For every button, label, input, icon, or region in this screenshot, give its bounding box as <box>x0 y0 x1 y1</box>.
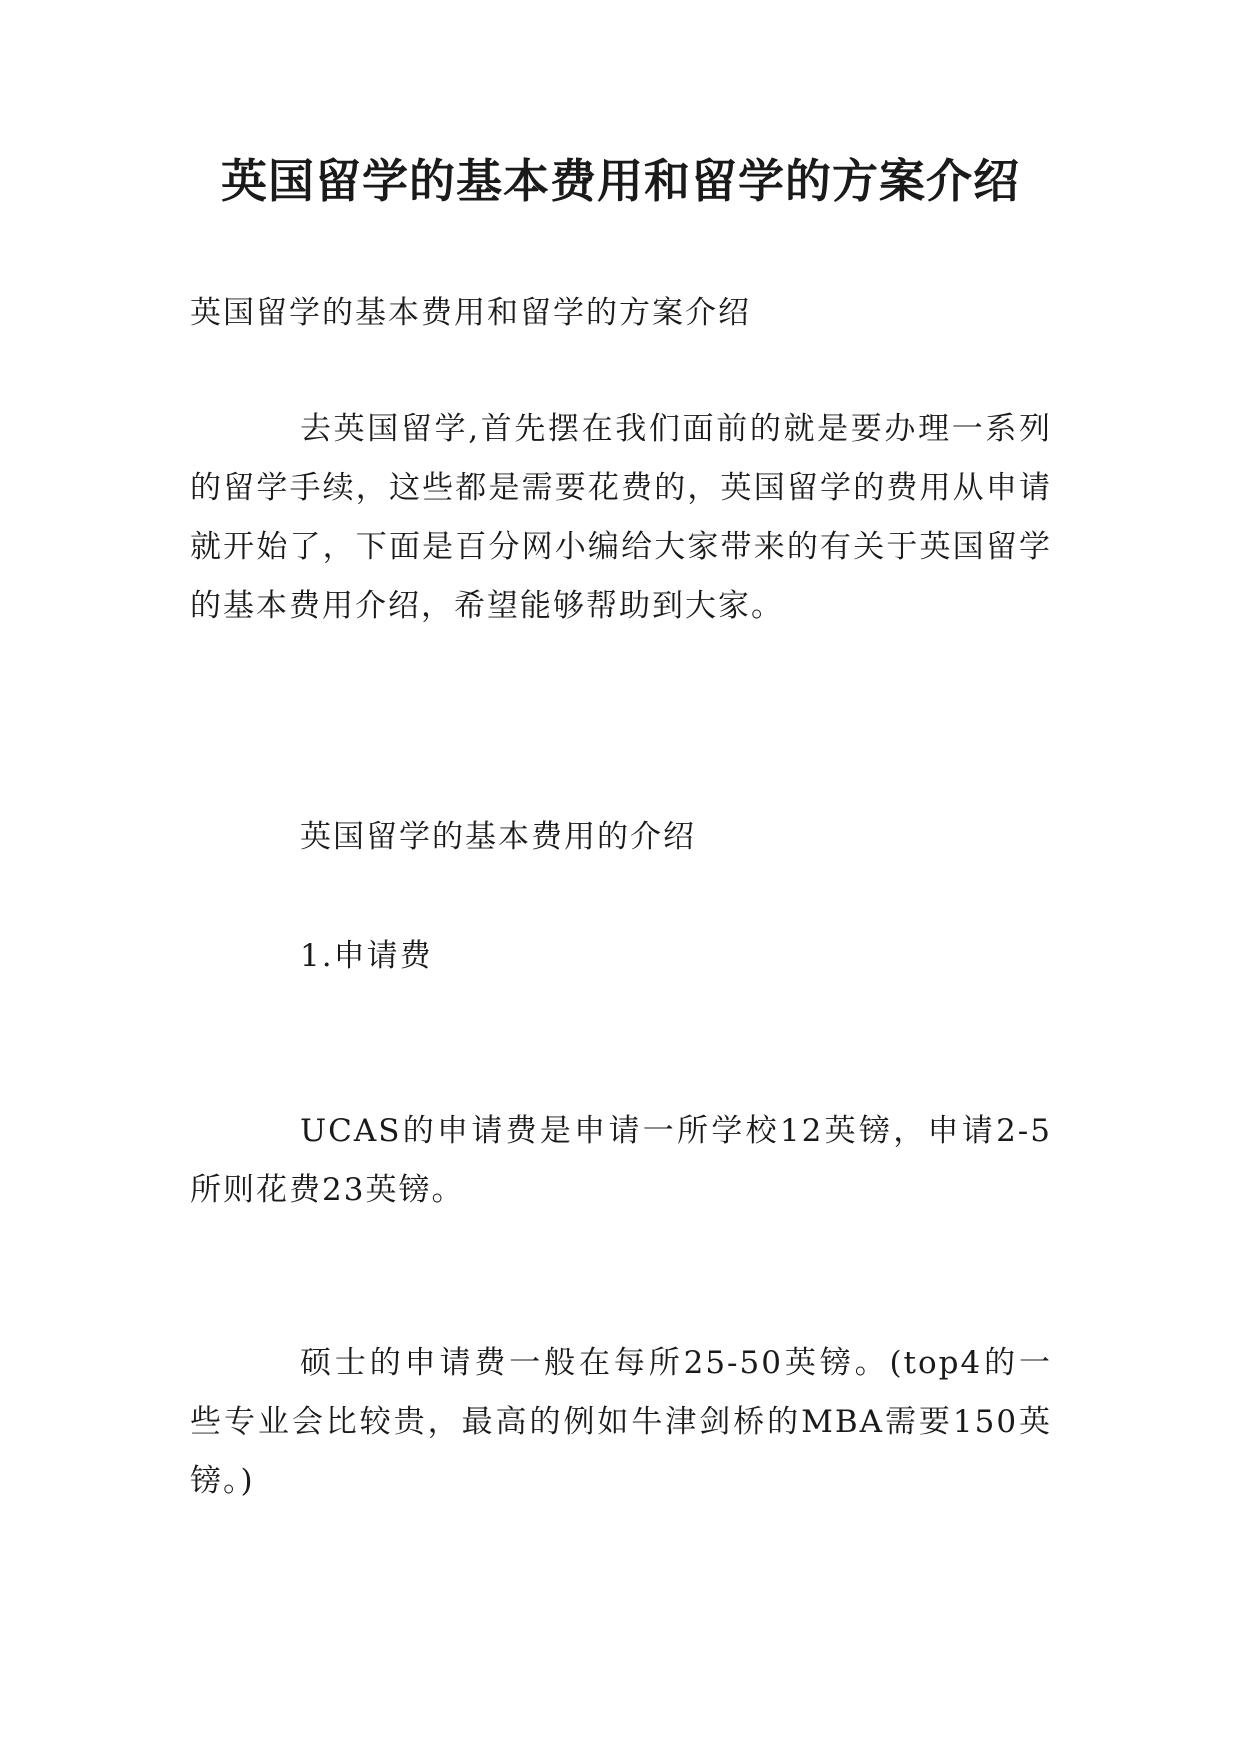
ucas-fee-paragraph: UCAS的申请费是申请一所学校12英镑，申请2-5所则花费23英镑。 <box>190 1113 1052 1208</box>
master-fee-paragraph: 硕士的申请费一般在每所25-50英镑。(top4的一些专业会比较贵，最高的例如牛津剑桥的MBA需要150英镑。) <box>190 1345 1052 1499</box>
item-heading-application-fee: 1.申请费 <box>300 938 433 974</box>
document-title: 英国留学的基本费用和留学的方案介绍 <box>221 154 1020 208</box>
intro-paragraph: 去英国留学,首先摆在我们面前的就是要办理一系列的留学手续，这些都是需要花费的，英国留学的费用从申请就开始了，下面是百分网小编给大家带来的有关于英国留学的基本费用介绍，希望能够帮助到大家。 <box>190 411 1052 624</box>
section-heading: 英国留学的基本费用的介绍 <box>300 819 696 855</box>
document-subtitle: 英国留学的基本费用和留学的方案介绍 <box>190 295 751 331</box>
